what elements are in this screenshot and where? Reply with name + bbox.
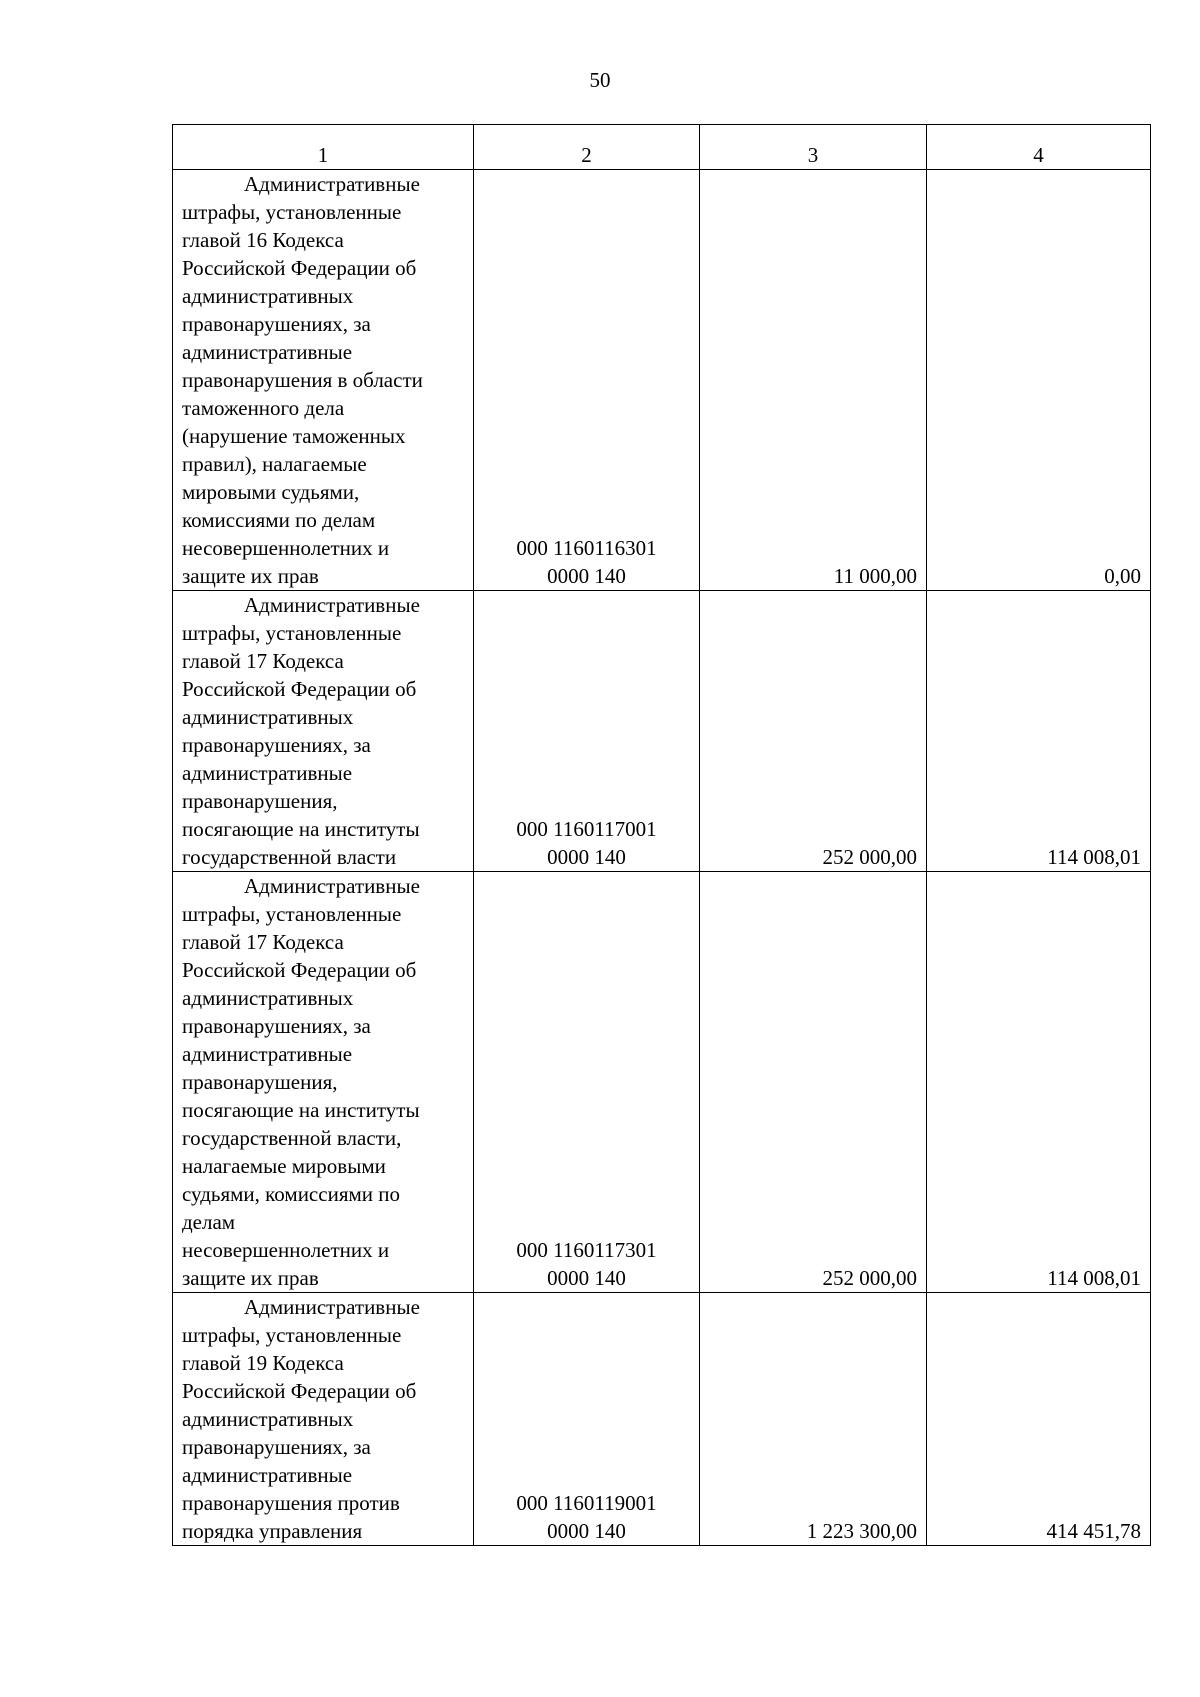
row-code-text: 000 1160117001 0000 140 [516,817,657,869]
table-row [173,1293,1151,1546]
header-cell-4: 4 [927,125,1151,170]
row-value-col4: 414 451,78 [927,1293,1151,1546]
row-name-cell [173,1293,474,1546]
row-value-col3: 252 000,00 [700,591,927,872]
row-value-col4: 114 008,01 [927,591,1151,872]
row-code-text: 000 1160116301 0000 140 [516,536,657,588]
budget-table [172,124,1151,1546]
row-name-text: Административные штрафы, установленные главой 19 Кодекса Российской Федерации об административных правонарушениях, за административные правонарушения против порядка управления [182,1295,420,1543]
row-name-text: Административные штрафы, установленные главой 17 Кодекса Российской Федерации об административных правонарушениях, за административные правонарушения, посягающие на институты государственной власти, налагаемые мировыми судьями, комиссиями по делам несовершеннолетних и защите их прав [182,874,420,1290]
table-row [173,591,1151,872]
row-value-col4: 0,00 [927,170,1151,591]
row-value-col4: 114 008,01 [927,872,1151,1293]
header-cell-2: 2 [474,125,700,170]
row-name-text: Административные штрафы, установленные главой 16 Кодекса Российской Федерации об административных правонарушениях, за административные правонарушения в области таможенного дела (нарушение таможенных правил), налагаемые мировыми судьями, комиссиями по делам несовершеннолетних и защите их прав [182,172,423,588]
row-value-col3: 252 000,00 [700,872,927,1293]
row-name-cell [173,872,474,1293]
table-row [173,872,1151,1293]
row-value-col3: 11 000,00 [700,170,927,591]
row-value-col3: 1 223 300,00 [700,1293,927,1546]
page-number: 50 [589,68,611,92]
row-name-cell [173,591,474,872]
row-code-cell [474,872,700,1293]
row-name-text: Административные штрафы, установленные главой 17 Кодекса Российской Федерации об административных правонарушениях, за административные правонарушения, посягающие на институты государственной власти [182,593,420,869]
row-name-cell [173,170,474,591]
row-code-cell [474,1293,700,1546]
header-cell-1: 1 [173,125,474,170]
row-code-text: 000 1160119001 0000 140 [516,1491,657,1543]
row-code-text: 000 1160117301 0000 140 [516,1238,657,1290]
table-row [173,170,1151,591]
header-cell-3: 3 [700,125,927,170]
table-header-row [173,125,1151,170]
row-code-cell [474,591,700,872]
row-code-cell [474,170,700,591]
